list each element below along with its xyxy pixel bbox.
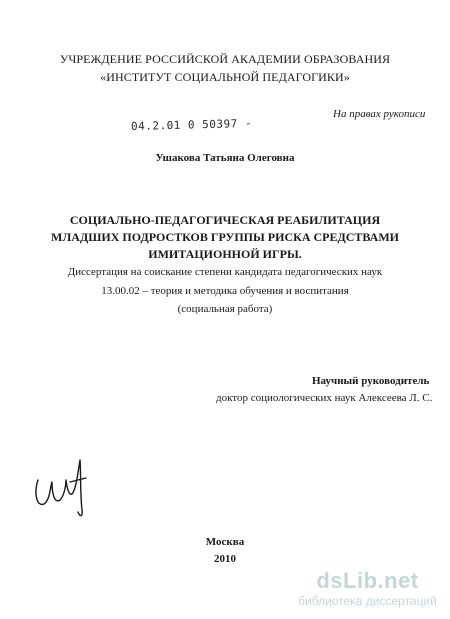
year: 2010	[214, 553, 236, 565]
city: Москва	[205, 536, 245, 548]
registration-stamp: 04.2.01 0 50397 -	[130, 116, 253, 133]
handwritten-signature	[30, 452, 90, 522]
rights-note: На правах рукописи	[333, 108, 426, 120]
title-line-1: СОЦИАЛЬНО-ПЕДАГОГИЧЕСКАЯ РЕАБИЛИТАЦИЯ	[69, 213, 381, 227]
watermark-caption: библиотека диссертаций	[298, 594, 437, 608]
title-line-3: ИМИТАЦИОННОЙ ИГРЫ.	[148, 247, 302, 261]
institution-line-2: «ИНСТИТУТ СОЦИАЛЬНОЙ ПЕДАГОГИКИ»	[100, 70, 350, 84]
dslib-watermark	[290, 568, 445, 613]
institution-line-1: УЧРЕЖДЕНИЕ РОССИЙСКОЙ АКАДЕМИИ ОБРАЗОВАНИЯ	[59, 52, 391, 66]
supervisor-name: доктор социологических наук Алексеева Л. С.	[216, 392, 433, 404]
degree-line-3: (социальная работа)	[177, 303, 273, 315]
title-line-2: МЛАДШИХ ПОДРОСТКОВ ГРУППЫ РИСКА СРЕДСТВАМИ	[51, 230, 399, 244]
supervisor-label: Научный руководитель	[312, 375, 430, 387]
degree-line-1: Диссертация на соискание степени кандидата педагогических наук	[67, 266, 383, 278]
watermark-logo: dsLib.net	[316, 568, 419, 593]
degree-line-2: 13.00.02 – теория и методика обучения и воспитания	[101, 285, 349, 297]
author-name: Ушакова Татьяна Олеговна	[155, 152, 295, 164]
